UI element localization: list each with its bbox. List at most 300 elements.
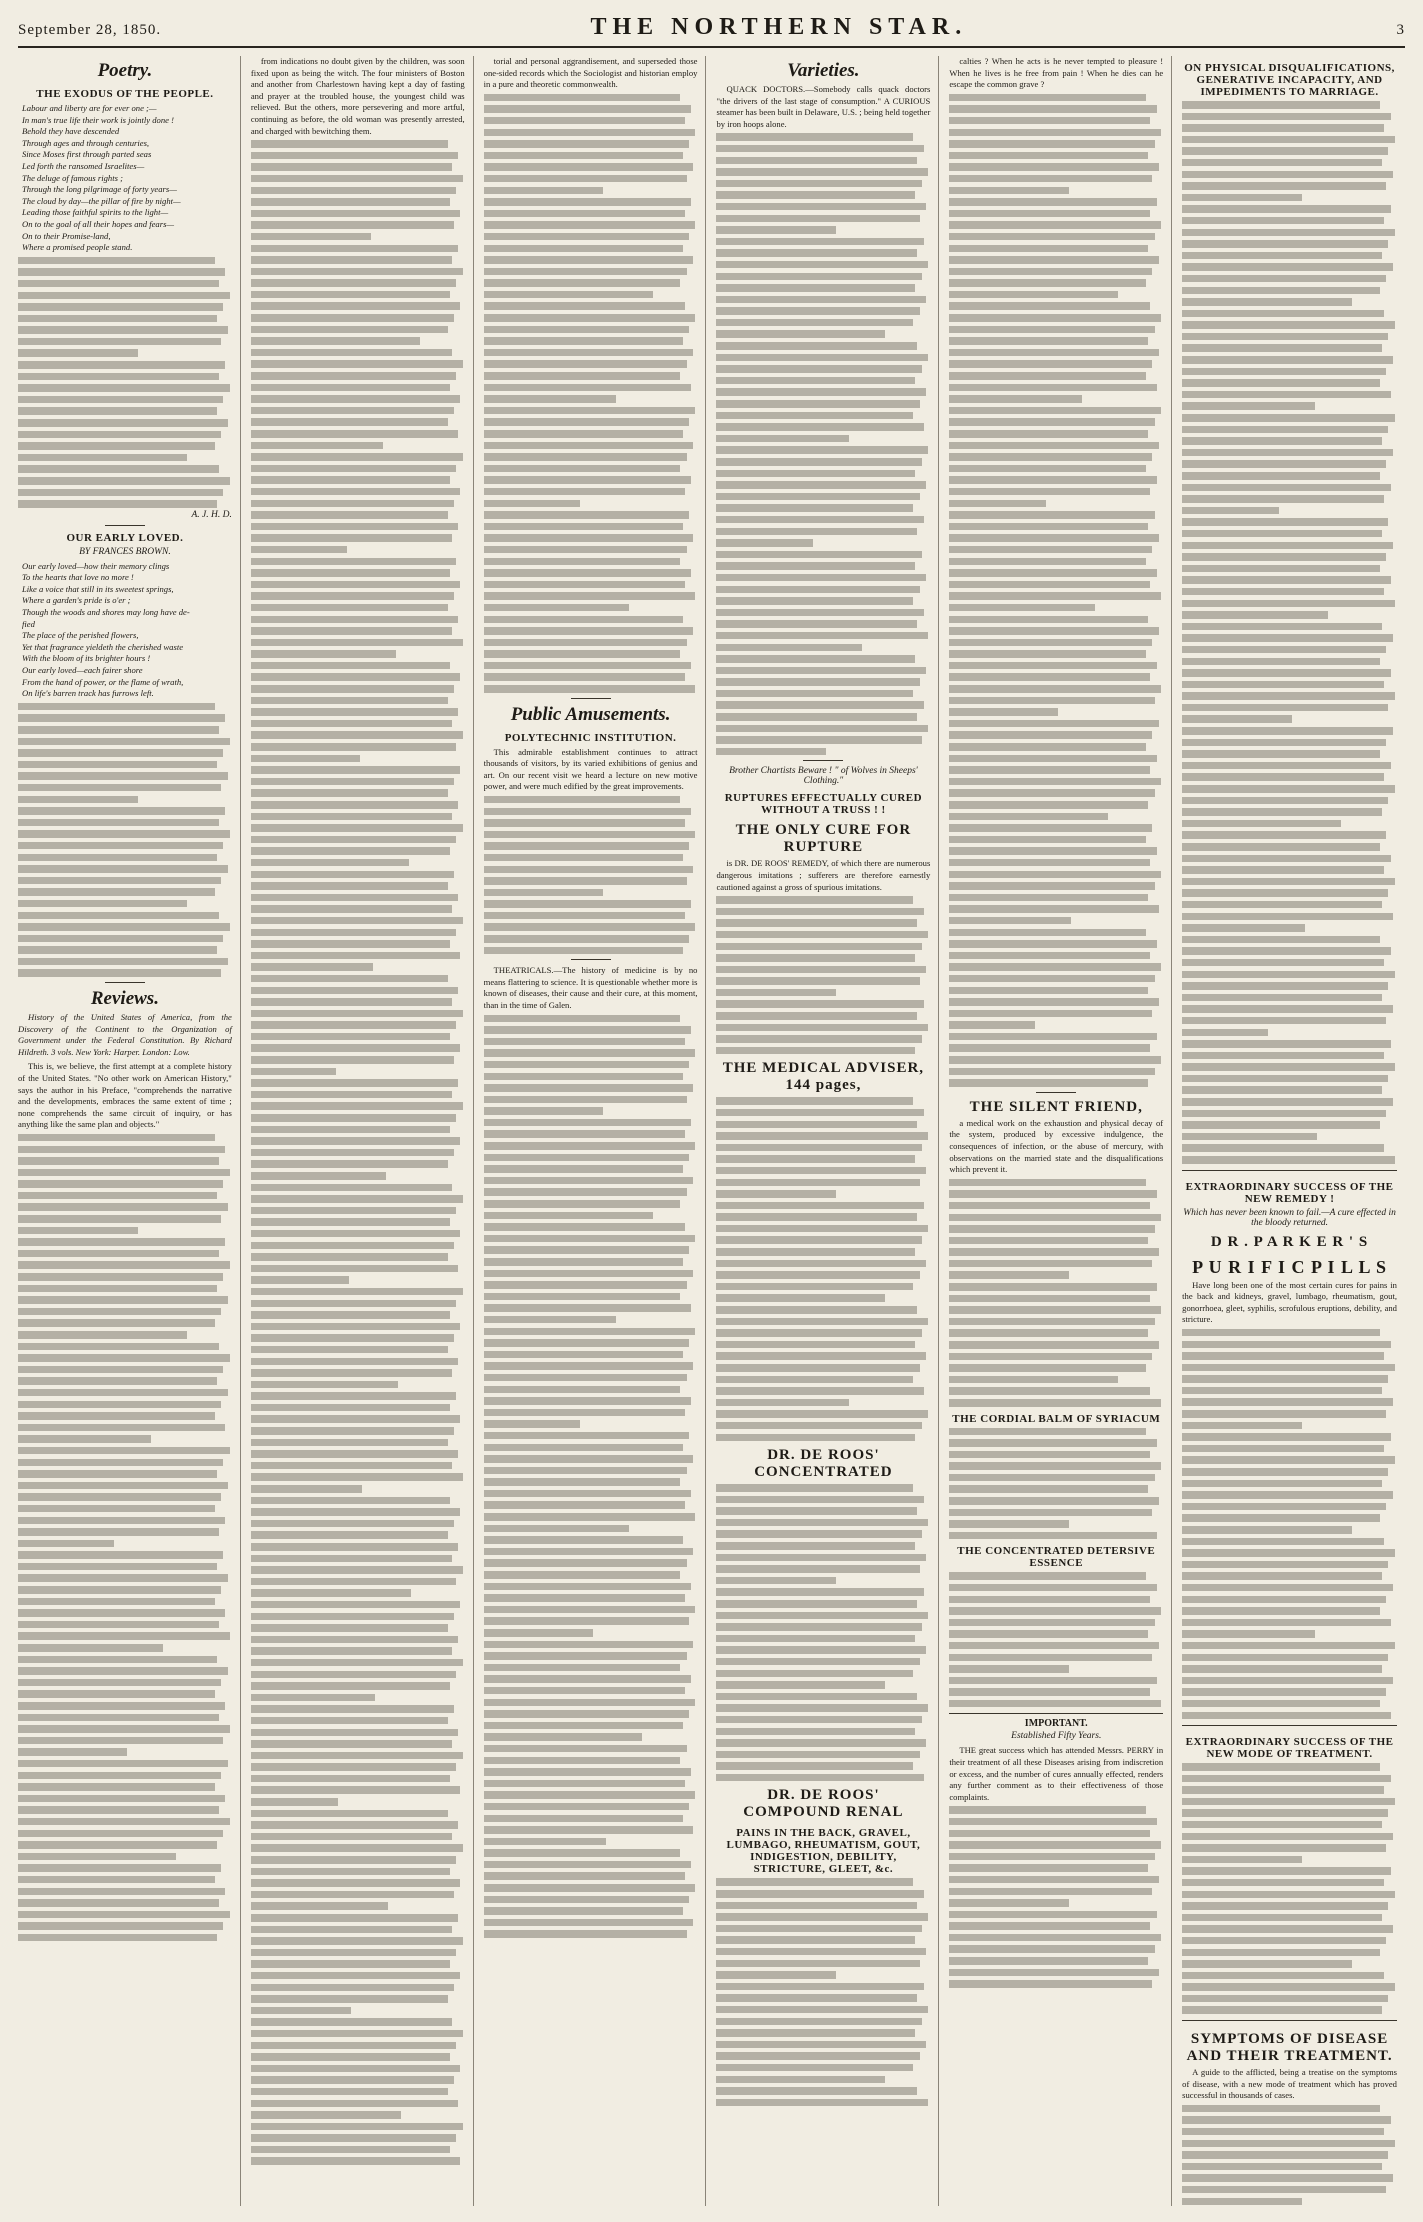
text-line [716,1484,913,1492]
text-line [716,1352,926,1360]
text-line [716,493,919,501]
text-line [949,1318,1154,1326]
text-line [18,877,221,885]
text-line [251,1404,450,1412]
text-line [716,400,919,408]
text-line [716,655,915,663]
text-line [251,1543,458,1551]
text-line [716,1496,923,1504]
text-line [18,1830,223,1838]
text-line [1182,704,1388,712]
text-line [18,1783,215,1791]
text-line [484,1490,691,1498]
column-4 [716,56,939,2206]
text-line [18,1528,219,1536]
text-line [949,1572,1146,1580]
text-line [484,187,604,195]
text-line [18,772,228,780]
text-line [484,1896,689,1904]
text-line [484,175,687,183]
text-line [18,761,217,769]
text-line [1182,217,1384,225]
text-line [484,511,689,519]
text-line [949,291,1118,299]
text-line [18,819,219,827]
text-line [716,330,885,338]
text-line [1182,785,1395,793]
text-line [484,1478,681,1486]
text-line [1182,1914,1382,1922]
text-line [716,1913,928,1921]
text-line [251,488,461,496]
text-line [18,842,223,850]
important-head: IMPORTANT. [1024,1718,1088,1730]
text-line [716,574,926,582]
text-line [716,2006,928,2014]
text-line [949,465,1146,473]
text-line [18,1412,215,1420]
text-line [251,511,448,519]
text-line [251,894,458,902]
text-line [716,2064,913,2072]
text-line [1182,159,1382,167]
text-line [484,935,689,943]
text-line [949,1806,1146,1814]
text-line [1182,2174,1393,2182]
text-line [716,470,915,478]
text-line [1182,2105,1380,2113]
text-line [18,807,225,815]
text-line [18,268,225,276]
text-line [484,1246,689,1254]
text-line [1182,1712,1390,1720]
text-line [484,1629,593,1637]
text-line [1182,773,1384,781]
purific-body: Have long been one of the most certain cures for pains in the back and kidneys, gravel, lumbago, rheumatism, gout, gonorrhoea, gleet, syphilis, scrofulous eruptions, debility, and stricture. [1182,1279,1397,1325]
text-line [716,1236,921,1244]
text-line [716,2029,915,2037]
text-line [1182,1375,1388,1383]
text-line [484,1594,685,1602]
column-3-continuation [484,94,698,693]
text-line [1182,692,1395,700]
text-line [18,1192,217,1200]
text-line [1182,1433,1390,1441]
text-line [251,1381,399,1389]
text-line [484,1188,687,1196]
important-continuation [949,1806,1163,1987]
text-line [251,372,456,380]
text-line [1182,287,1380,295]
text-line [484,1281,687,1289]
balm-continuation [949,1428,1163,1540]
text-line [1182,889,1388,897]
text-line [484,1444,683,1452]
text-line [18,923,230,931]
text-line [949,94,1146,102]
text-line [716,1225,928,1233]
text-line [716,215,919,223]
compound-continuation [716,1878,930,2106]
text-line [716,1410,928,1418]
text-line [716,1132,928,1140]
text-line [1182,1688,1386,1696]
text-line [251,1253,448,1261]
text-line [18,1331,187,1339]
text-line [484,1386,681,1394]
text-line [251,546,347,554]
text-line [251,442,384,450]
theatricals-continuation [484,1015,698,1938]
polytechnic-continuation [484,796,698,954]
text-line [1182,715,1292,723]
text-line [1182,1040,1390,1048]
text-line [949,500,1045,508]
text-line [484,279,681,287]
text-line [716,1658,919,1666]
polytechnic-body: This admirable establishment continues to attract thousands of visitors, by its varied exhibitions of genius and art. On our recent visit we heard a lecture on new motive power, and were much edified by the great improvements. [483,746,698,792]
text-line [716,1623,921,1631]
columns [18,56,1405,2206]
text-line [1182,588,1384,596]
poem-title-early-loved: OUR EARLY LOVED. [66,531,184,544]
text-line [716,977,919,985]
text-line [251,1601,461,1609]
text-line [1182,2186,1386,2194]
text-line [484,1791,696,1799]
text-line [1182,379,1380,387]
text-line [18,749,223,757]
rupture-cure-body: is DR. DE ROOS' REMEDY, of which there are numerous dangerous imitations ; sufferers are therefore earnestly cautioned against a gross of spurious imitations. [716,858,931,892]
text-line [716,1121,917,1129]
poem-text-early-loved: Our early loved—how their memory clings To the hearts that love no more ! Like a voice that still in its sweetest springs, Where a garden's pride is o'er ; Though the woods and shores may long have de- fied The place of the perished flowers, Yet that fragrance yieldeth the cherished waste With the bloom of its brighter hours ! Our early loved—each fairer shore From the hand of power, or the flame of wrath, On life's barren track has furrows left. [22,560,190,699]
text-line [251,1868,450,1876]
text-line [484,1675,691,1683]
text-line [18,1389,228,1397]
column-5 [949,56,1172,2206]
text-line [251,639,463,647]
text-line [949,1945,1154,1953]
text-line [251,221,454,229]
text-line [484,1687,685,1695]
text-line [484,1501,685,1509]
text-line [949,1922,1150,1930]
text-line [484,488,685,496]
text-line [251,1068,337,1076]
text-line [18,1911,230,1919]
text-line [949,453,1152,461]
text-line [484,1339,689,1347]
text-line [18,477,230,485]
text-line [949,1700,1161,1708]
text-line [716,307,919,315]
text-line [18,1319,215,1327]
text-line [716,180,921,188]
text-line [1182,1983,1395,1991]
text-line [949,1654,1152,1662]
important-ad [949,1713,1163,1987]
text-line [949,917,1071,925]
text-line [484,314,696,322]
text-line [18,1737,223,1745]
text-line [251,1160,448,1168]
purific-continuation [1182,1329,1397,1719]
text-line [1182,866,1384,874]
text-line [949,1841,1161,1849]
text-line [18,1644,163,1652]
text-line [949,1353,1152,1361]
divider [105,982,145,983]
column-5-continuation [949,94,1163,1087]
text-line [484,1316,617,1324]
text-line [716,412,913,420]
text-line [716,1306,917,1314]
text-line [949,1818,1156,1826]
text-line [1182,2198,1302,2206]
text-line [716,238,923,246]
text-line [1182,1364,1395,1372]
text-line [716,1248,915,1256]
text-line [949,221,1161,229]
text-line [1182,124,1384,132]
text-line [484,245,683,253]
text-line [251,1044,461,1052]
text-line [716,609,923,617]
text-line [949,314,1161,322]
text-line [18,431,221,439]
text-line [1182,1491,1393,1499]
text-line [1182,402,1315,410]
varieties-continuation [716,133,930,755]
text-line [484,1641,694,1649]
text-line [1182,1844,1386,1852]
text-line [1182,1526,1352,1534]
text-line [949,1439,1156,1447]
text-line [484,1165,683,1173]
text-line [484,1930,687,1938]
text-line [949,1969,1159,1977]
text-line [949,882,1154,890]
text-line [484,1200,681,1208]
text-line [716,1554,926,1562]
text-line [251,1462,452,1470]
text-line [484,673,685,681]
text-line [716,2099,928,2107]
text-line [949,1079,1148,1087]
text-line [251,859,409,867]
text-line [251,1427,454,1435]
text-line [18,1795,225,1803]
text-line [484,1710,689,1718]
text-line [949,349,1159,357]
text-line [251,1242,454,1250]
text-line [484,639,687,647]
text-line [251,2123,463,2131]
text-line [716,943,921,951]
text-line [251,2088,448,2096]
text-line [18,1296,228,1304]
text-line [1182,1468,1388,1476]
text-line [716,1925,921,1933]
text-line [18,303,223,311]
text-line [1182,229,1395,237]
text-line [949,430,1148,438]
text-line [949,1853,1154,1861]
text-line [484,1768,691,1776]
text-line [949,1283,1156,1291]
text-line [484,1884,696,1892]
text-line [18,1864,221,1872]
text-line [484,442,694,450]
text-line [1182,518,1388,526]
text-line [949,384,1156,392]
text-line [251,1949,456,1957]
text-line [1182,263,1393,271]
text-line [18,1679,221,1687]
text-line [949,558,1146,566]
text-line [18,1621,219,1629]
text-line [716,1364,919,1372]
text-line [484,430,683,438]
text-line [251,1589,411,1597]
extraordinary-ad [1182,1170,1397,1719]
text-line [949,1630,1148,1638]
text-line [484,1142,696,1150]
text-line [251,1033,450,1041]
text-line [18,1134,215,1142]
text-line [251,245,458,253]
text-line [716,1012,917,1020]
text-line [18,1343,219,1351]
text-line [251,187,456,195]
text-line [484,1559,687,1567]
text-line [716,1902,917,1910]
text-line [484,1420,580,1428]
text-line [484,581,685,589]
text-line [484,1455,694,1463]
text-line [949,534,1159,542]
text-line [716,1399,849,1407]
text-line [251,1369,452,1377]
text-line [18,396,223,404]
text-line [251,476,450,484]
text-line [716,226,836,234]
poem-continuation-exodus [18,257,232,508]
text-line [251,1450,458,1458]
text-line [484,662,691,670]
text-line [18,1459,223,1467]
text-line [251,2134,456,2142]
text-line [949,929,1146,937]
text-line [251,175,463,183]
text-line [949,673,1150,681]
text-line [251,256,452,264]
text-line [716,1387,923,1395]
text-line [1182,495,1384,503]
text-line [18,1760,228,1768]
text-line [1182,750,1380,758]
text-line [949,152,1148,160]
text-line [484,1432,689,1440]
symptoms-continuation [1182,2105,1397,2206]
text-line [18,338,221,346]
text-line [949,546,1152,554]
page-number: 3 [1396,22,1405,38]
text-line [484,604,629,612]
text-line [1182,681,1384,689]
text-line [251,418,448,426]
text-line [251,905,452,913]
text-line [1182,634,1393,642]
text-line [251,1358,458,1366]
text-line [949,1474,1154,1482]
text-line [716,1035,921,1043]
text-line [949,1520,1069,1528]
text-line [949,1677,1156,1685]
text-line [1182,182,1386,190]
text-line [251,1647,452,1655]
text-line [949,129,1161,137]
text-line [484,1374,687,1382]
text-line [251,2076,454,2084]
text-line [251,140,448,148]
text-line [484,1049,696,1057]
text-line [716,1202,923,1210]
text-line [484,1119,691,1127]
public-amusements-title: Public Amusements. [510,703,671,725]
text-line [251,1415,461,1423]
text-line [251,1891,454,1899]
text-line [1182,205,1390,213]
text-line [1182,414,1395,422]
text-line [716,388,926,396]
text-line [251,1578,456,1586]
text-line [716,1936,915,1944]
text-line [251,987,458,995]
text-line [716,1376,913,1384]
text-line [484,1907,683,1915]
text-line [1182,947,1390,955]
text-line [484,1293,681,1301]
important-body: THE great success which has attended Messrs. PERRY in their treatment of all these Diseases arising from indiscretion or excess, and the number of cures annually effected, renders any further comment as to their effectiveness of those complaints. [949,1745,1164,1802]
text-line [484,1351,683,1359]
symptoms-body: A guide to the afflicted, being a treatise on the symptoms of disease, with a new mode of treatment which has proved successful in thousands of cases. [1182,2066,1397,2101]
text-line [716,1774,923,1782]
text-line [18,1934,217,1942]
text-line [18,1899,219,1907]
text-line [18,442,215,450]
text-line [716,908,923,916]
text-line [484,569,691,577]
text-line [18,489,223,497]
text-line [949,337,1148,345]
text-line [251,163,452,171]
text-line [251,975,448,983]
text-line [484,1583,691,1591]
text-line [251,1508,461,1516]
text-line [251,813,452,821]
text-line [716,481,926,489]
text-line [484,500,580,508]
text-line [716,1948,926,1956]
text-line [949,1864,1148,1872]
text-line [251,1010,463,1018]
text-line [949,1364,1146,1372]
poetry-section-title: Poetry. [97,60,153,81]
text-line [1182,1549,1395,1557]
text-line [1182,321,1395,329]
text-line [949,905,1159,913]
